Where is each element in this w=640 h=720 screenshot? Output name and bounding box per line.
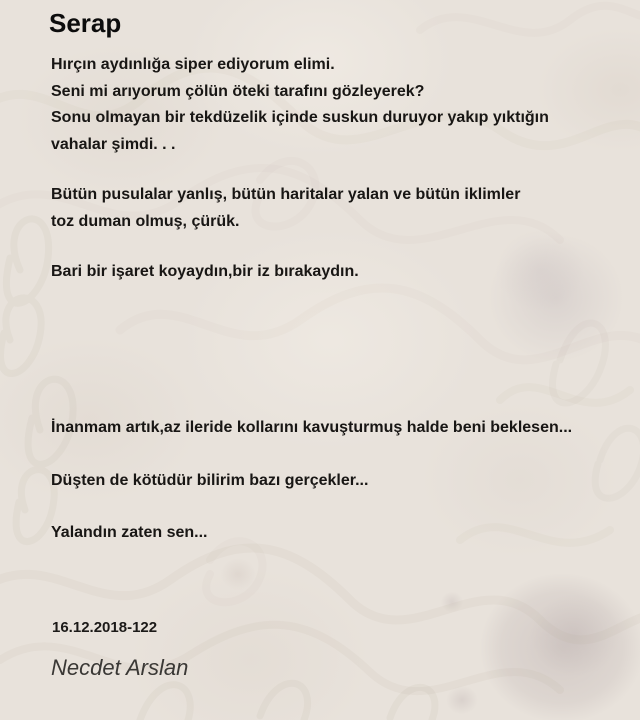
poem-line: toz duman olmuş, çürük. — [51, 212, 240, 230]
poem-line: Bütün pusulalar yanlış, bütün haritalar yalan ve bütün iklimler — [51, 186, 521, 203]
poem-stanza-2 — [51, 182, 520, 235]
poem-stanza-5 — [51, 468, 368, 495]
poem-line: Hırçın aydınlığa siper ediyorum elimi. — [51, 56, 335, 73]
poem-line: Seni mi arıyorum çölün öteki tarafını gözleyerek? — [51, 82, 425, 100]
poem-stanza-1 — [51, 52, 549, 158]
poem-line: Sonu olmayan bir tekdüzelik içinde suskun duruyor yakıp yıktığın — [51, 109, 549, 126]
poem-line: Yalandın zaten sen... — [51, 524, 208, 541]
poem-stanza-3 — [51, 259, 359, 286]
poem-line: vahalar şimdi. . . — [51, 135, 176, 153]
poem-stanza-6 — [51, 520, 208, 547]
poem-line: Düşten de kötüdür bilirim bazı gerçekler... — [51, 472, 369, 489]
poem-date-number: 16.12.2018-122 — [52, 619, 158, 636]
poem-line: İnanmam artık,az ileride kollarını kavuşturmuş halde beni beklesen... — [51, 419, 573, 436]
poem-stanza-4 — [51, 415, 572, 442]
poem-author: Necdet Arslan — [51, 655, 189, 680]
poem-title: Serap — [49, 8, 122, 38]
poem-line: Bari bir işaret koyaydın,bir iz bırakaydın. — [51, 263, 359, 280]
